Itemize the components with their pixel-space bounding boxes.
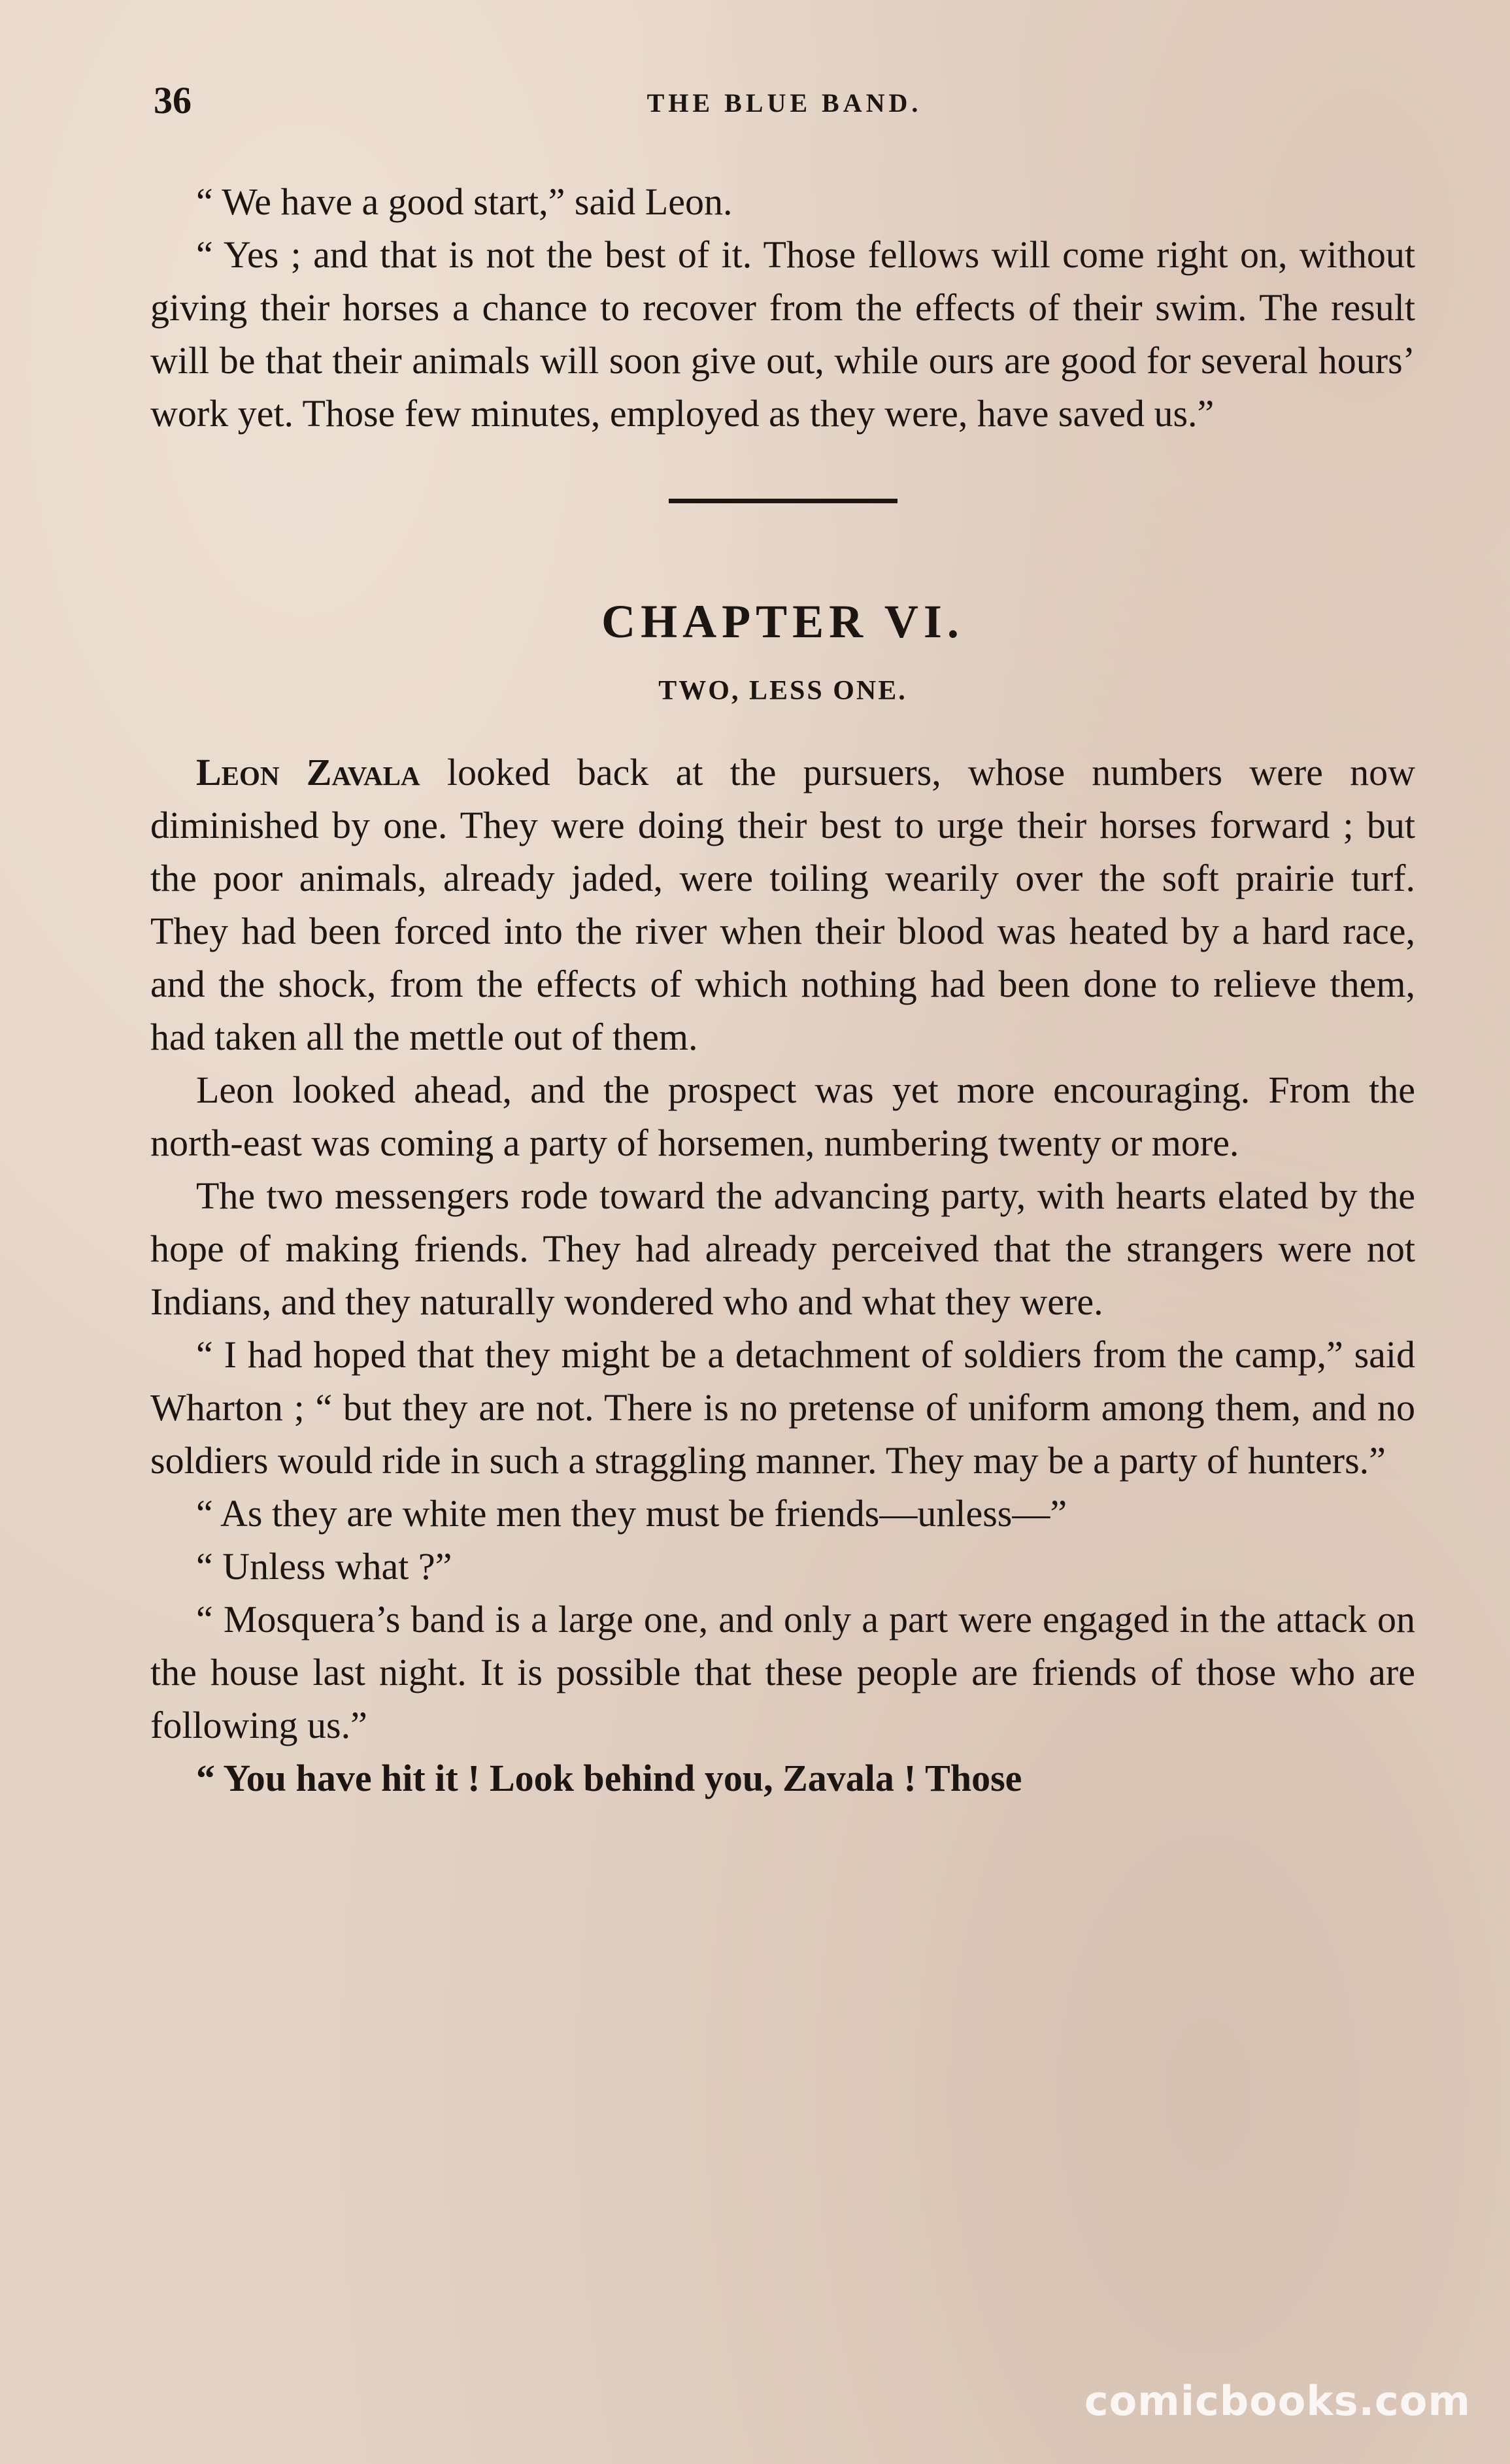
paragraph: “ We have a good start,” said Leon. — [196, 180, 733, 223]
paragraph: “ I had hoped that they might be a detachment of soldiers from the camp,” said Wharton ; “ but they are not. There is no pretense of uniform among them, and no soldiers would ride in such a straggling manner. They may be a party of hunters.” — [150, 1333, 1415, 1482]
page-number: 36 — [154, 79, 192, 122]
opening-lead-words: Leon Zavala — [196, 751, 420, 793]
chapter-opening-paragraph — [150, 746, 1415, 1063]
paragraph: The two messengers rode toward the advancing party, with hearts elated by the hope of making friends. They had already perceived that the strangers were not Indians, and they naturally wondered who and what they were. — [150, 1174, 1415, 1323]
page-header — [154, 78, 1415, 131]
section-divider — [669, 499, 898, 503]
paragraph: Leon looked ahead, and the prospect was yet more encouraging. From the north-east was coming a party of horsemen, numbering twenty or more. — [150, 1069, 1415, 1164]
paragraph: “ You have hit it ! Look behind you, Zavala ! Those — [196, 1757, 1022, 1799]
paragraph: “ As they are white men they must be friends—unless—” — [196, 1492, 1067, 1535]
page-body — [150, 175, 1415, 1805]
paragraph: “ Yes ; and that is not the best of it. Those fellows will come right on, without giving their horses a chance to recover from the effects of their swim. The result will be that their animals will soon give out, while ours are good for several hours’ work yet. Those few minutes, employed as they were, have saved us.” — [150, 233, 1415, 435]
running-head: THE BLUE BAND. — [646, 88, 922, 118]
paragraph: “ Unless what ?” — [196, 1545, 452, 1588]
chapter-subtitle: TWO, LESS ONE. — [658, 676, 907, 706]
watermark: comicbooks.com — [1084, 2377, 1471, 2425]
paragraph: “ Mosquera’s band is a large one, and only a part were engaged in the attack on the house last night. It is possible that these people are friends of those who are following us.” — [150, 1598, 1415, 1746]
chapter-title: CHAPTER VI. — [601, 595, 964, 648]
opening-text: looked back at the pursuers, whose numbers were now diminished by one. They were doing their best to urge their horses forward ; but the poor animals, already jaded, were toiling wearily over the soft prairie turf. They had been forced into the river when their blood was heated by a hard race, and the shock, from the effects of which nothing had been done to relieve them, had taken all the mettle out of them. — [150, 751, 1416, 1058]
